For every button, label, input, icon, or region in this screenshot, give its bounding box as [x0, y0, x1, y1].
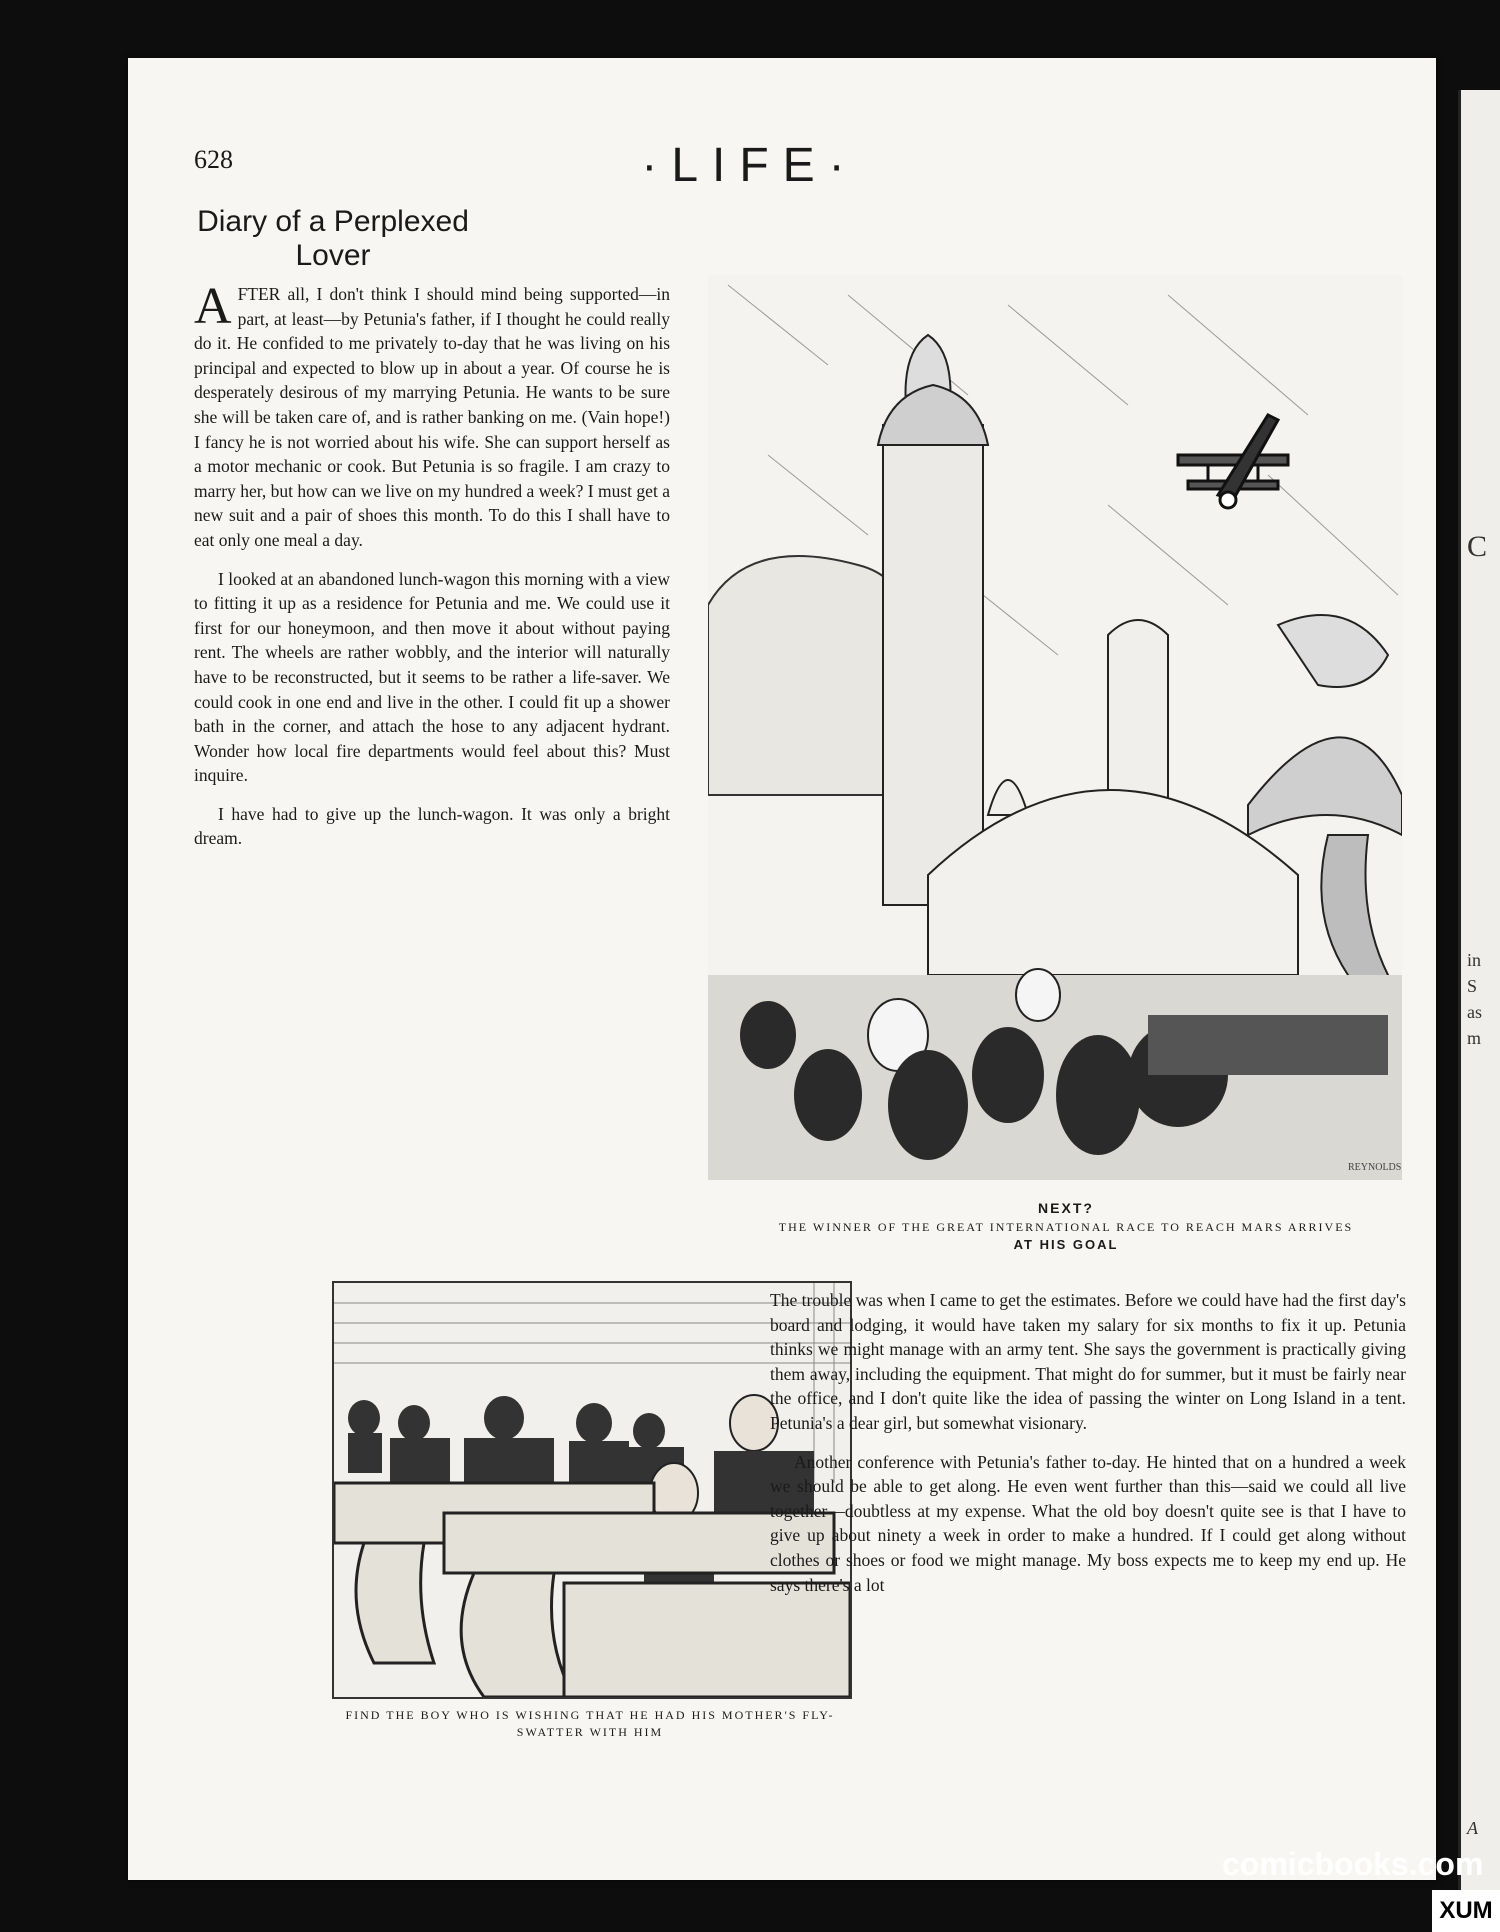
article-column-right: [770, 1288, 1406, 1611]
caption-church-pews: FIND THE BOY WHO IS WISHING THAT HE HAD HIS MOTHER'S FLY-SWATTER WITH HIM: [345, 1708, 835, 1739]
watermark-code: XUM: [1432, 1890, 1500, 1932]
drop-cap: A: [194, 278, 232, 335]
article-paragraph: I looked at an abandoned lunch-wagon this morning with a view to fitting it up as a residence for Petunia and me. We could use it first for our honeymoon, and then move it about without paying rent. The wheels are rather wobbly, and the interior will naturally have to be reconstructed, but it seems to be rather a life-saver. We could cook in one end and live in the other. I could fit up a shower bath in the corner, and attach the hose to any adjacent hydrant. Wonder how local fire departments would feel about this? Must inquire.: [194, 568, 670, 786]
next-page-fragment: S: [1467, 976, 1478, 996]
next-page-fragment: A: [1467, 1818, 1478, 1838]
article-title: Diary of a Perplexed Lover: [197, 205, 469, 272]
article-paragraph: The trouble was when I came to get the estimates. Before we could have had the first day's board and lodging, it would have taken my salary for six months to fix it up. Petunia thinks we might manage with an army tent. She says the government is practically giving them away, including the equipment. That might do for summer, but it must be fairly near the office, and I don't quite like the idea of passing the winter on Long Island in a tent. Petunia's a dear girl, but somewhat visionary.: [770, 1290, 1406, 1433]
article-paragraph: I have had to give up the lunch-wagon. It was only a bright dream.: [194, 803, 670, 849]
next-page-fragment: C: [1467, 530, 1488, 563]
article-paragraph: Another conference with Petunia's father to-day. He hinted that on a hundred a week we should be able to get along. He even went further than this—said we could all live together—doubtless at my expense. What the old boy doesn't quite see is that I have to give up about ninety a week in order to make a hundred. If I could get along without clothes or shoes or food we might manage. My boss expects me to keep my end up. He says there's a lot: [770, 1451, 1406, 1595]
article-column-left: [194, 278, 670, 865]
page-number: 628: [194, 145, 233, 174]
caption-body: THE WINNER OF THE GREAT INTERNATIONAL RACE TO REACH MARS ARRIVES: [778, 1220, 1354, 1234]
next-page-fragment: in: [1467, 950, 1482, 970]
caption-heading: NEXT?: [1038, 1200, 1094, 1216]
caption-mars-race: [730, 1200, 1402, 1253]
article-paragraph: AFTER all, I don't think I should mind being supported—in part, at least—by Petunia's father, if I thought he could really do it. He confided to me privately to-day that he was living on his principal and expected to blow up in about a year. Of course he is desperately desirous of my marrying Petunia. He wants to be sure she will be taken care of, and is rather banking on me. (Vain hope!) I fancy he is not worried about his wife. She can support herself as a motor mechanic or cook. But Petunia is so fragile. I am crazy to marry her, but how can we live on my hundred a week? I must get a new suit and a pair of shoes this month. To do this I shall have to eat only one meal a day.: [194, 278, 670, 550]
illustration-mars-race-drawing: [708, 275, 1402, 1180]
masthead: ·LIFE·: [641, 139, 859, 192]
caption-footer: AT HIS GOAL: [1013, 1237, 1119, 1252]
next-page-fragment: m: [1467, 1028, 1482, 1048]
next-page-fragment: as: [1467, 1002, 1482, 1022]
illustration-signature: REYNOLDS: [1348, 1162, 1402, 1173]
adjacent-page-edge: [1458, 90, 1500, 1890]
watermark-site: comicbooks.com: [1222, 1846, 1484, 1882]
illustration-mars-race: [708, 275, 1402, 1180]
